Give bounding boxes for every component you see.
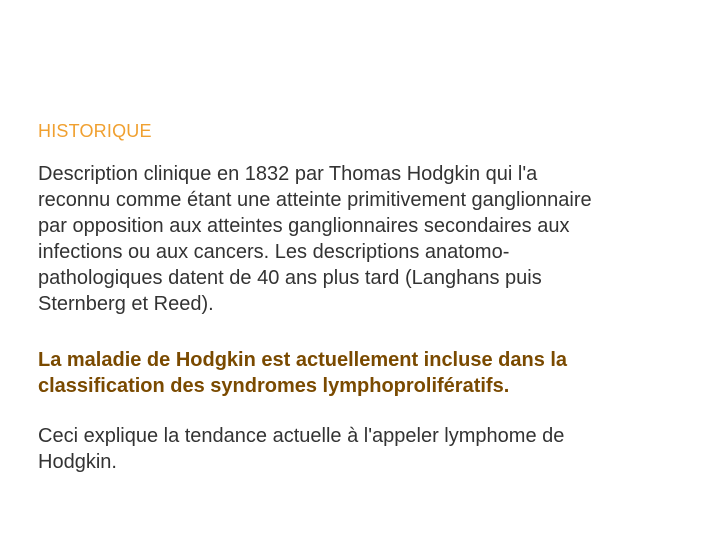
slide-heading: HISTORIQUE [38, 121, 152, 141]
emphasis-paragraph: La maladie de Hodgkin est actuellement incluse dans la classification des syndromes lymphoprolifératifs. [38, 349, 568, 397]
conclusion-paragraph: Ceci explique la tendance actuelle à l'appeler lymphome de Hodgkin. [38, 425, 565, 473]
history-paragraph: Description clinique en 1832 par Thomas Hodgkin qui l'a reconnu comme étant une atteinte primitivement ganglionnaire par opposition aux atteintes ganglionnaires secondaires aux infections ou aux cancers. Les descriptions anatomo- pathologiques datent de 40 ans plus tard (Langhans puis Sternberg et Reed). [38, 163, 592, 315]
